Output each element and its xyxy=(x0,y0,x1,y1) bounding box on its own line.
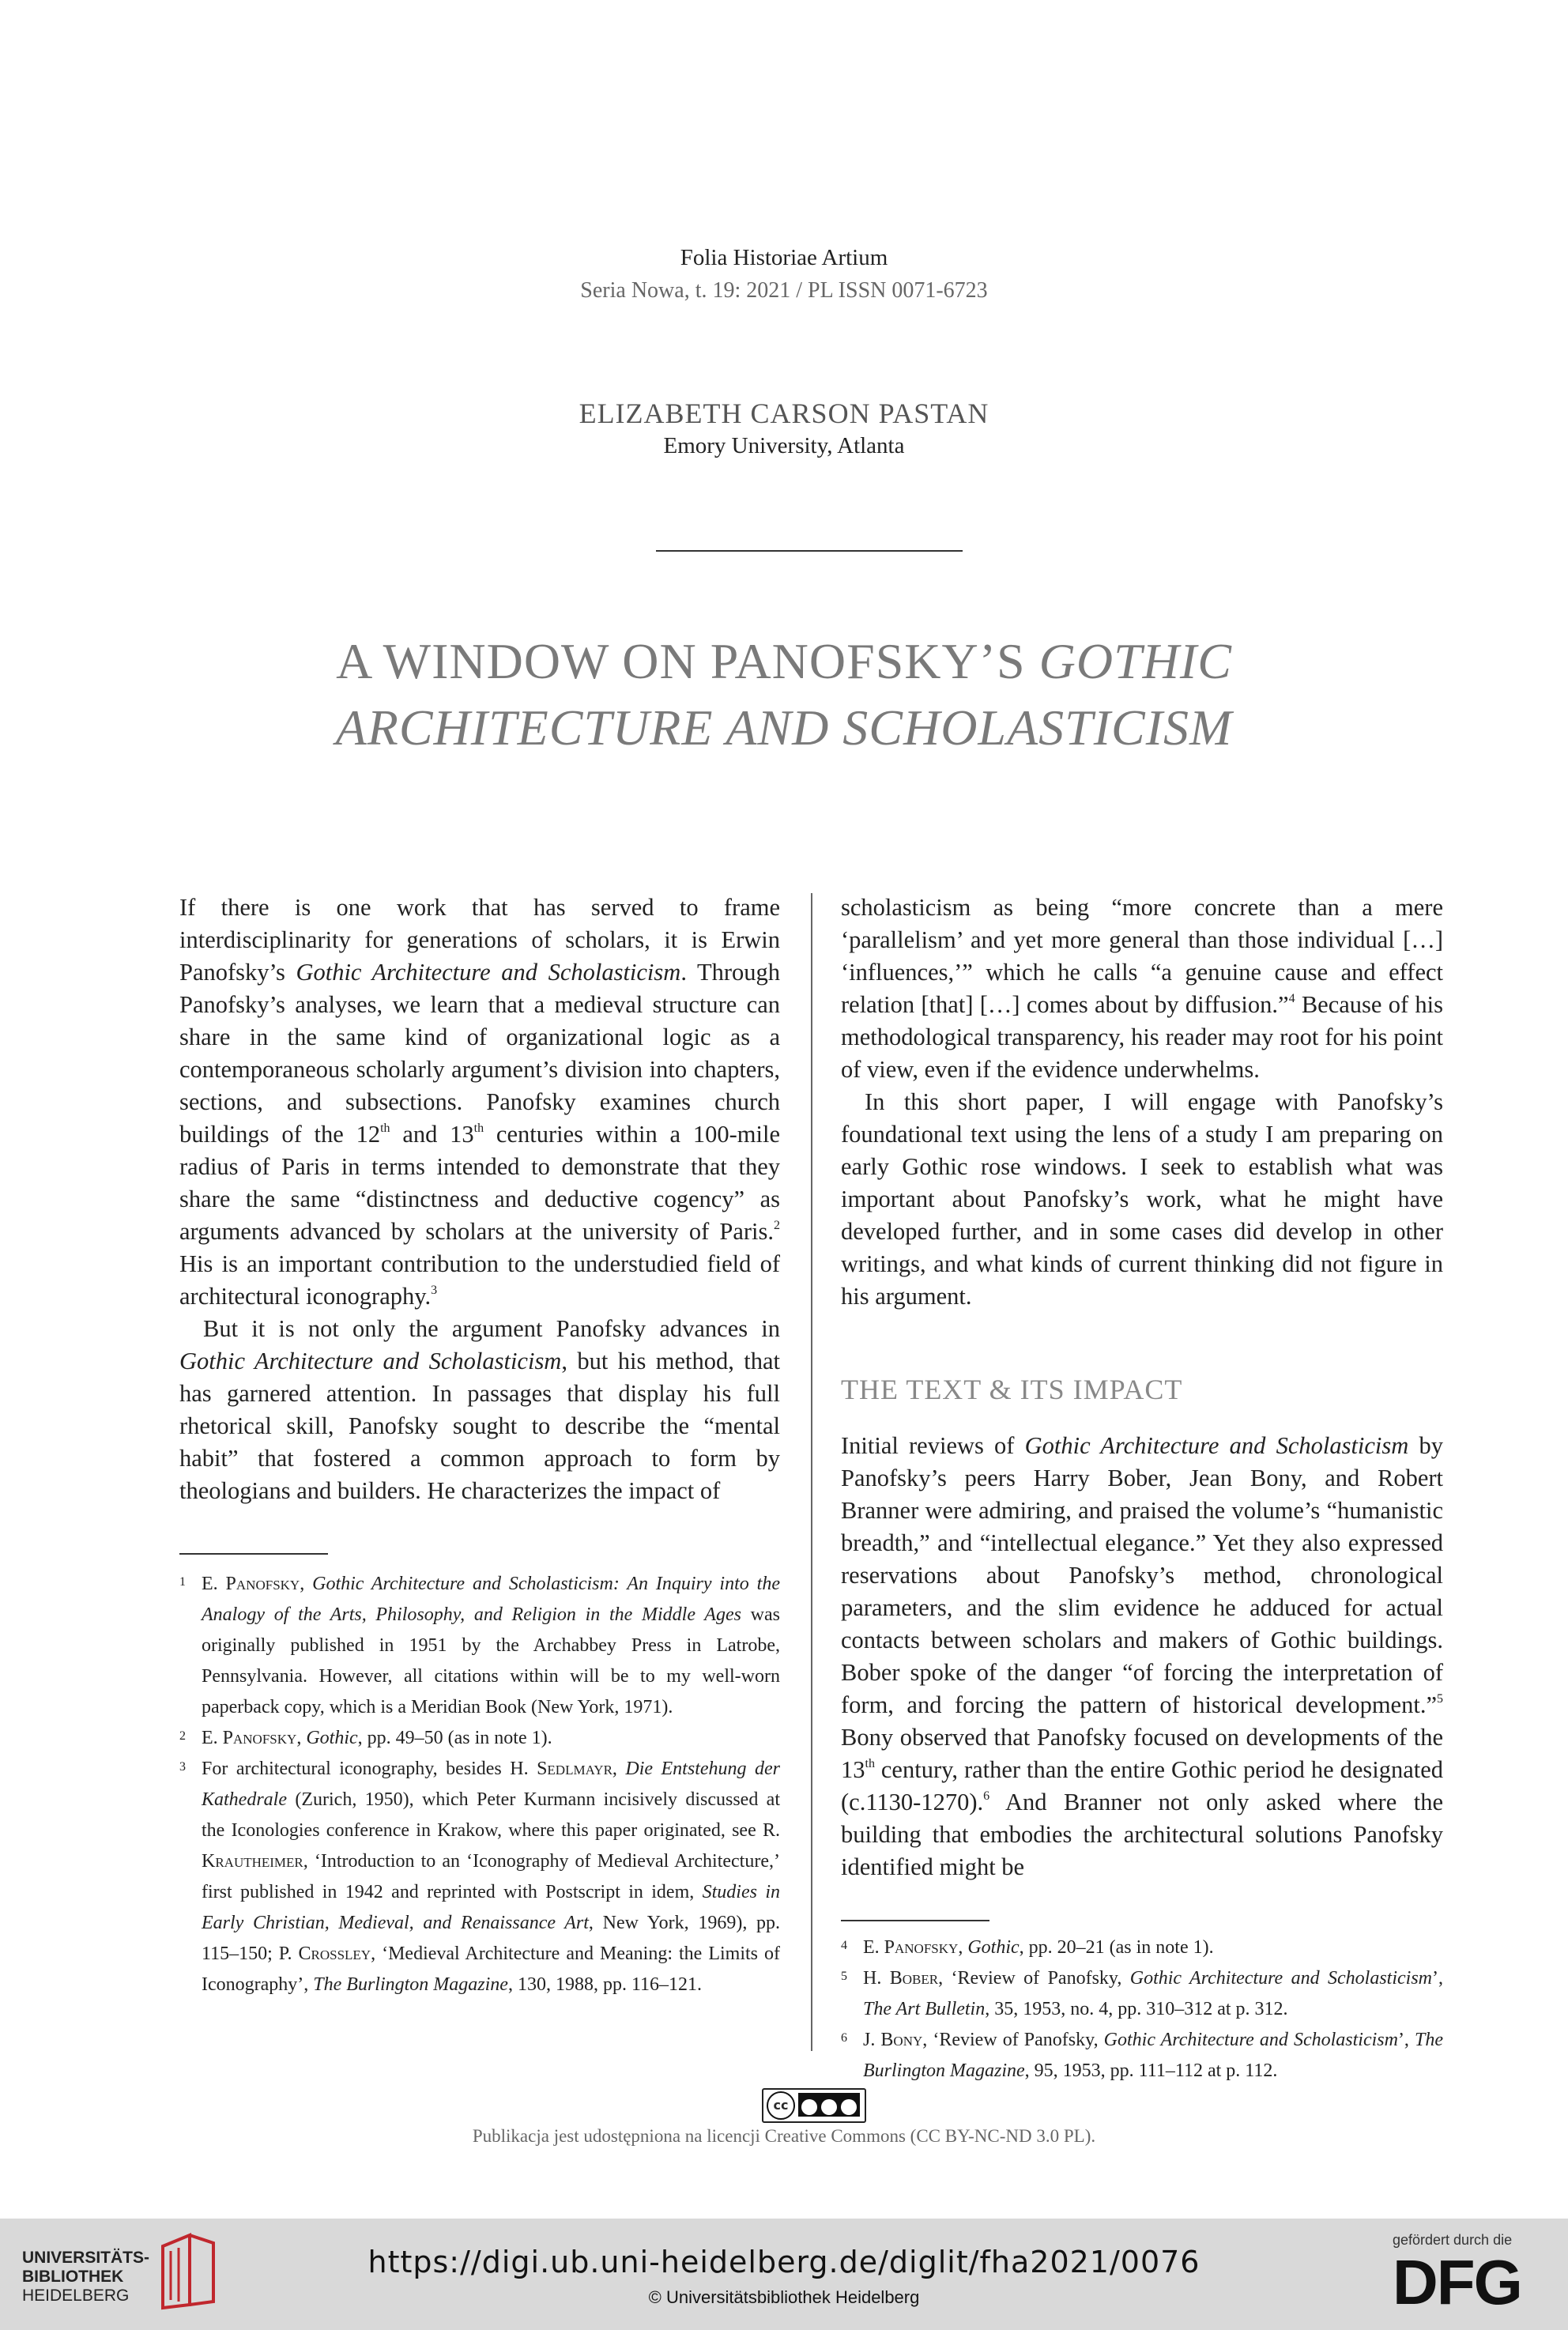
footnote-text: For architectural iconography, besides H. xyxy=(202,1759,537,1779)
text-run: scholasticism as being “more concrete than a mere ‘parallelism’ and yet more general than those individual […] ‘influences,’” which he calls “a genuine cause and effect relation [that] […] comes about by diffusion.” xyxy=(841,894,1443,1018)
digital-url-link[interactable]: https://digi.ub.uni-heidelberg.de/diglit/fha2021/0076 xyxy=(368,2245,1200,2279)
column-divider xyxy=(811,893,812,2051)
footnote-text: ’, xyxy=(1397,2030,1415,2050)
footnote-4: 4 E. Panofsky, Gothic, pp. 20–21 (as in note 1). xyxy=(841,1932,1443,1963)
footnote-ref-5[interactable]: 5 xyxy=(1437,1691,1443,1706)
copyright-text: © Universitätsbibliothek Heidelberg xyxy=(648,2287,920,2307)
superscript: th xyxy=(865,1756,875,1770)
footnote-text: (Zurich, 1950), which Peter Kurmann incisively discussed at the Iconologies conference in Krakow, where this paper originated, see R. xyxy=(202,1789,780,1841)
library-name-1: UNIVERSITÄTS- xyxy=(22,2249,150,2267)
title-line1-italic: GOTHIC xyxy=(1038,633,1232,689)
text-run: Bony observed that Panofsky focused on developments of the 13 xyxy=(841,1724,1443,1783)
text-run: , but his method, that has garnered attention. In passages that display his full rhetorical skill, Panofsky sought to describe the “mental habit” that fostered a common approach to form by theologians and builders. He characterizes the impact of xyxy=(179,1348,780,1504)
left-paragraph-2 xyxy=(179,1313,780,1507)
title-line2-italic: ARCHITECTURE AND SCHOLASTICISM xyxy=(335,699,1233,756)
text-run: And Branner not only asked where the building that embodies the architectural solutions Panofsky identified might be xyxy=(841,1789,1443,1880)
text-run: But it is not only the argument Panofsky advances in xyxy=(203,1315,780,1342)
text-run: Initial reviews of xyxy=(841,1432,1025,1459)
left-footnotes xyxy=(179,1569,780,2000)
footnote-text: , 130, 1988, pp. 116–121. xyxy=(507,1974,703,1995)
footnote-author: Crossley xyxy=(298,1944,371,1964)
footnote-author: E. Panofsky xyxy=(863,1937,959,1958)
footnote-number: 5 xyxy=(841,1970,847,1983)
book-title: Gothic Architecture and Scholasticism xyxy=(296,959,681,986)
footnote-text: , ‘Medieval Architecture and Meaning: the Limits of Iconography’, xyxy=(202,1944,780,1995)
footnote-5 xyxy=(841,1963,1443,2025)
license-text: Publikacja jest udostępniona na licencji Creative Commons (CC BY-NC-ND 3.0 PL). xyxy=(472,2126,1096,2146)
right-paragraph-1 xyxy=(841,892,1443,1086)
footnote-text: , ‘Review of Panofsky, xyxy=(922,2030,1104,2050)
footnote-author: Krautheimer xyxy=(202,1851,303,1872)
footnote-text: was originally published in 1951 by the Archabbey Press in Latrobe, Pennsylvania. However, all citations within will be to my well-worn paperback copy, which is a Meridian Book (New York, 1971). xyxy=(202,1604,781,1717)
article-title xyxy=(0,628,1568,761)
footnote-ref-4[interactable]: 4 xyxy=(1288,991,1295,1005)
footnote-3: 3 For architectural iconography, besides H. Sedlmayr, Die Entstehung der Kathedrale (Zurich, 1950), which Peter Kurmann incisively discussed at the Iconologies conference in Krakow, where this paper originated, see R. Krautheimer, ‘Introduction to an ‘Iconography of Medieval Architecture,’ first published in 1942 and reprinted with Postscript in idem, Studies in Early Christian, Medieval, and Renaissance Art, New York, 1969), pp. 115–150; P. Crossley, ‘Medieval Architecture and Meaning: the Limits of Iconography’, The Burlington Magazine, 130, 1988, pp. 116–121. xyxy=(179,1754,780,2000)
dfg-label: gefördert durch die xyxy=(1393,2232,1513,2248)
book-title: Gothic Architecture and Scholasticism xyxy=(1024,1432,1409,1459)
by-icon xyxy=(801,2099,817,2115)
footnote-title: Gothic xyxy=(306,1728,358,1748)
left-paragraph-1 xyxy=(179,892,780,1313)
text-run: and 13 xyxy=(390,1121,474,1148)
footnote-text: , 95, 1953, pp. 111–112 at p. 112. xyxy=(1024,2060,1278,2081)
footnote-number: 3 xyxy=(179,1760,186,1774)
footnote-text: , ‘Review of Panofsky, xyxy=(938,1968,1130,1989)
text-run: . Through Panofsky’s analyses, we learn that a medieval structure can share in the same kind of organizational logic as a contemporaneous scholarly argument’s division into chapters, sections, and subsections. Panofsky examines church buildings of the 12 xyxy=(179,959,780,1148)
text-run: centuries within a 100-mile radius of Paris in terms intended to demonstrate that they share the same “distinctness and deductive cogency” as arguments advanced by scholars at the university of Paris. xyxy=(179,1121,780,1245)
text-run: century, rather than the entire Gothic period he designated (c.1130-1270). xyxy=(841,1756,1443,1815)
footnote-text: , pp. 49–50 (as in note 1). xyxy=(357,1728,552,1748)
footnote-number: 4 xyxy=(841,1939,847,1952)
text-run: Because of his methodological transparency, his reader may root for his point of view, even if the evidence underwhelms. xyxy=(841,991,1443,1083)
footnote-text: , pp. 20–21 (as in note 1). xyxy=(1019,1937,1214,1958)
footnote-title: Gothic Architecture and Scholasticism xyxy=(1129,1968,1432,1989)
footnote-author: Sedlmayr xyxy=(537,1759,612,1779)
footnote-text: ’, xyxy=(1432,1968,1443,1989)
text-run: His is an important contribution to the understudied field of architectural iconography. xyxy=(179,1250,780,1310)
footnote-text: , New York, 1969), pp. 115–150; P. xyxy=(202,1913,780,1964)
footnote-title: Die Entstehung der Kathedrale xyxy=(202,1759,780,1810)
journal-series: Seria Nowa, t. 19: 2021 / PL ISSN 0071-6723 xyxy=(580,278,988,303)
section-heading: THE TEXT & ITS IMPACT xyxy=(841,1374,1183,1405)
footnote-1: 1 E. Panofsky, Gothic Architecture and Scholasticism: An Inquiry into the Analogy of the Arts, Philosophy, and Religion in the Middle Ages was originally published in 1951 by the Archabbey Press in Latrobe, Pennsylvania. However, all citations within will be to my well-worn paperback copy, which is a Meridian Book (New York, 1971). xyxy=(179,1569,780,1723)
superscript: th xyxy=(473,1121,484,1135)
footnote-ref-3[interactable]: 3 xyxy=(431,1283,438,1297)
footnote-rule xyxy=(179,1553,328,1555)
footnote-author: J. Bony xyxy=(863,2030,923,2050)
footnote-title: The Burlington Magazine xyxy=(313,1974,508,1995)
journal-name: Folia Historiae Artium xyxy=(680,245,888,270)
nd-icon xyxy=(841,2099,857,2115)
title-line1-plain: A WINDOW ON PANOFSKY’S xyxy=(336,633,1039,689)
footnote-title: The Burlington Magazine xyxy=(863,2030,1444,2081)
footnote-ref-6[interactable]: 6 xyxy=(983,1789,990,1803)
author-name: ELIZABETH CARSON PASTAN xyxy=(579,398,989,429)
footnote-title: Studies in Early Christian, Medieval, and Renaissance Art xyxy=(202,1882,781,1933)
footnote-title: Gothic Architecture and Scholasticism: An Inquiry into the Analogy of the Arts, Philosophy, and Religion in the Middle Ages xyxy=(202,1574,780,1625)
right-paragraph-3 xyxy=(841,1430,1443,1883)
text-run: If there is one work that has served to frame interdisciplinarity for generations of scholars, it is Erwin Panofsky’s xyxy=(179,894,780,986)
library-name-2: BIBLIOTHEK xyxy=(22,2268,124,2286)
superscript: th xyxy=(380,1121,390,1135)
book-title: Gothic Architecture and Scholasticism xyxy=(179,1348,562,1374)
left-column xyxy=(179,892,780,2000)
footnote-number: 1 xyxy=(179,1575,186,1589)
text-run: by Panofsky’s peers Harry Bober, Jean Bony, and Robert Branner were admiring, and praised the volume’s “humanistic breadth,” and “intellectual elegance.” Yet they also expressed reservations about Panofsky’s method, chronological parameters, and the slim evidence he adduced for actual contacts between scholars and makers of Gothic buildings. Bober spoke of the danger “of forcing the interpretation of form, and forcing the pattern of historical development.” xyxy=(841,1432,1443,1718)
footnote-6 xyxy=(841,2025,1443,2087)
right-paragraph-2: In this short paper, I will engage with Panofsky’s foundational text using the lens of a study I am preparing on early Gothic rose windows. I seek to establish what was important about Panofsky’s work, what he might have developed further, and in some cases did develop in other writings, and what kinds of current thinking did not figure in his argument. xyxy=(841,1088,1443,1310)
footnote-ref-2[interactable]: 2 xyxy=(774,1218,780,1232)
footnote-author: H. Bober xyxy=(863,1968,939,1989)
right-footnotes xyxy=(841,1932,1443,2087)
right-column xyxy=(841,892,1443,2087)
header-divider xyxy=(656,550,963,552)
cc-logo-icon: cc xyxy=(767,2091,795,2120)
dfg-logo[interactable]: DFG xyxy=(1393,2247,1521,2317)
footnote-number: 6 xyxy=(841,2031,847,2045)
author-affiliation: Emory University, Atlanta xyxy=(663,433,905,458)
cc-license-icon[interactable] xyxy=(762,2088,866,2123)
footnote-number: 2 xyxy=(179,1729,186,1743)
footnote-author: E. Panofsky xyxy=(202,1574,300,1594)
footnote-title: Gothic xyxy=(967,1937,1020,1958)
nc-icon xyxy=(821,2099,837,2115)
footnote-title: The Art Bulletin xyxy=(863,1999,986,2019)
cc-conditions-icon xyxy=(798,2093,860,2117)
footnote-text: , ‘Introduction to an ‘Iconography of Medieval Architecture,’ first published in 1942 and reprinted with Postscript in idem, xyxy=(202,1851,780,1902)
footnote-2: 2 E. Panofsky, Gothic, pp. 49–50 (as in note 1). xyxy=(179,1723,780,1754)
footnote-author: E. Panofsky xyxy=(202,1728,297,1748)
footnote-text: , 35, 1953, no. 4, pp. 310–312 at p. 312. xyxy=(985,1999,1288,2019)
footnote-title: Gothic Architecture and Scholasticism xyxy=(1103,2030,1398,2050)
library-name-3: HEIDELBERG xyxy=(22,2287,130,2305)
footnote-rule xyxy=(841,1920,989,1921)
